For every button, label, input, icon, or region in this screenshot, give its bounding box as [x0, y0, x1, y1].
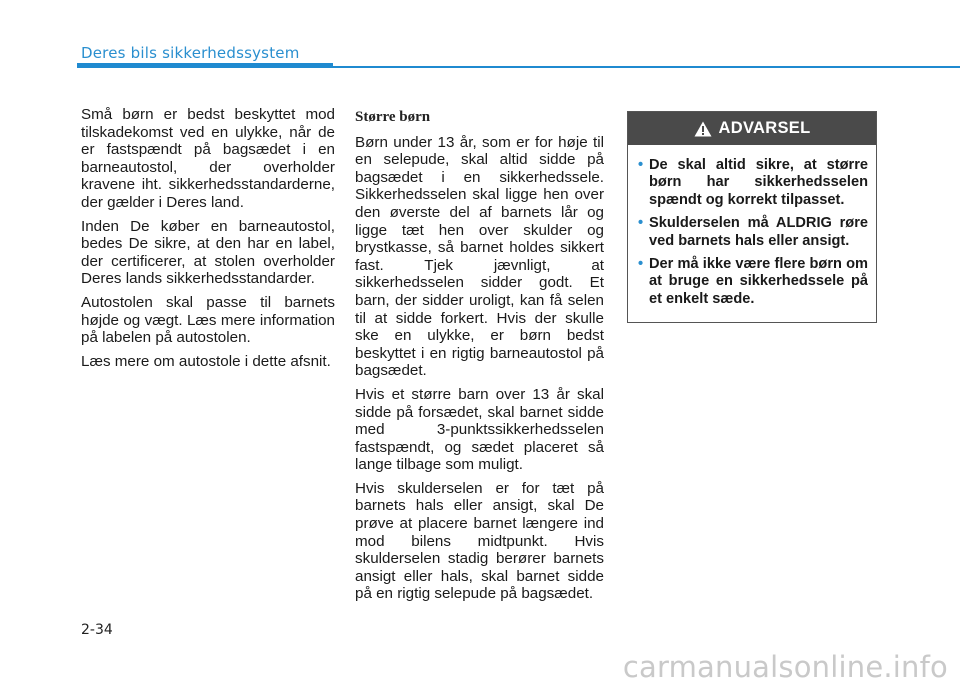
subheading: Større børn [355, 109, 431, 125]
warning-box [627, 111, 877, 323]
warning-item-text: Skulderselen må ALDRIG røre ved barnets hals eller ansigt. [649, 215, 868, 249]
paragraph: Inden De køber en barneautostol, bedes De sikre, at den har en label, der certificerer, at stolen overholder Deres lands sikkerhedsstandarder. [81, 217, 335, 288]
bullet-icon: • [638, 157, 644, 173]
paragraph: Læs mere om autostole i dette afsnit. [81, 352, 331, 370]
warning-item [638, 157, 868, 209]
header-rule-thin [333, 66, 960, 68]
header-rule-thick [77, 63, 333, 68]
warning-item [638, 256, 868, 308]
bullet-icon: • [638, 215, 644, 232]
section-title: Deres bils sikkerhedssystem [81, 44, 300, 62]
warning-title: ADVARSEL [718, 119, 811, 137]
paragraph: Hvis skulderselen er for tæt på barnets hals eller ansigt, skal De prøve at placere barnet længere ind mod bilens midtpunkt. Hvis skulderselen stadig berører barnets ansigt eller hals, skal barnet sidde på en rigtig selepude på bagsædet. [355, 479, 604, 603]
warning-item [638, 215, 868, 250]
paragraph: Børn under 13 år, som er for høje til en selepude, skal altid sidde på bagsædet i en sikkerhedssele. Sikkerhedsselen skal ligge hen over den øverste del af barnets lår og ligge tæt hen over skulder og brystkasse, så barnet holdes sikkert fast. Tjek jævnligt, at sikkerhedsselen sidder godt. Et barn, der sidder uroligt, kan få selen til at sidde forkert. Hvis der skulle ske en ulykke, er børn bedst beskyttet i en rigtig barneautostol på bagsædet. [355, 133, 604, 380]
warning-item-text: Der må ikke være flere børn om at bruge en sikkerhedssele på et enkelt sæde. [649, 256, 868, 307]
paragraph: Små børn er bedst beskyttet mod tilskadekomst ved en ulykke, når de er fastspændt på bagsædet i en barneautostol, der overholder kravene iht. sikkerhedsstandarderne, der gælder i Deres land. [81, 106, 335, 211]
paragraph: Hvis et større barn over 13 år skal sidde på forsædet, skal barnet sidde med 3-punktssikkerhedsselen fastspændt, og sædet placeret så lange tilbage som muligt. [355, 385, 604, 474]
warning-item-text: De skal altid sikre, at større børn har sikkerhedsselen spændt og korrekt tilpasset. [649, 157, 868, 208]
text-column-left [81, 106, 335, 376]
watermark: carmanualsonline.info [622, 650, 948, 684]
text-column-middle [355, 109, 604, 609]
warning-triangle-icon [694, 121, 712, 137]
paragraph: Autostolen skal passe til barnets højde og vægt. Læs mere information på labelen på autostolen. [81, 293, 335, 347]
warning-list [628, 145, 876, 308]
warning-header [628, 112, 876, 145]
page-number: 2-34 [81, 622, 113, 638]
bullet-icon: • [638, 256, 644, 273]
